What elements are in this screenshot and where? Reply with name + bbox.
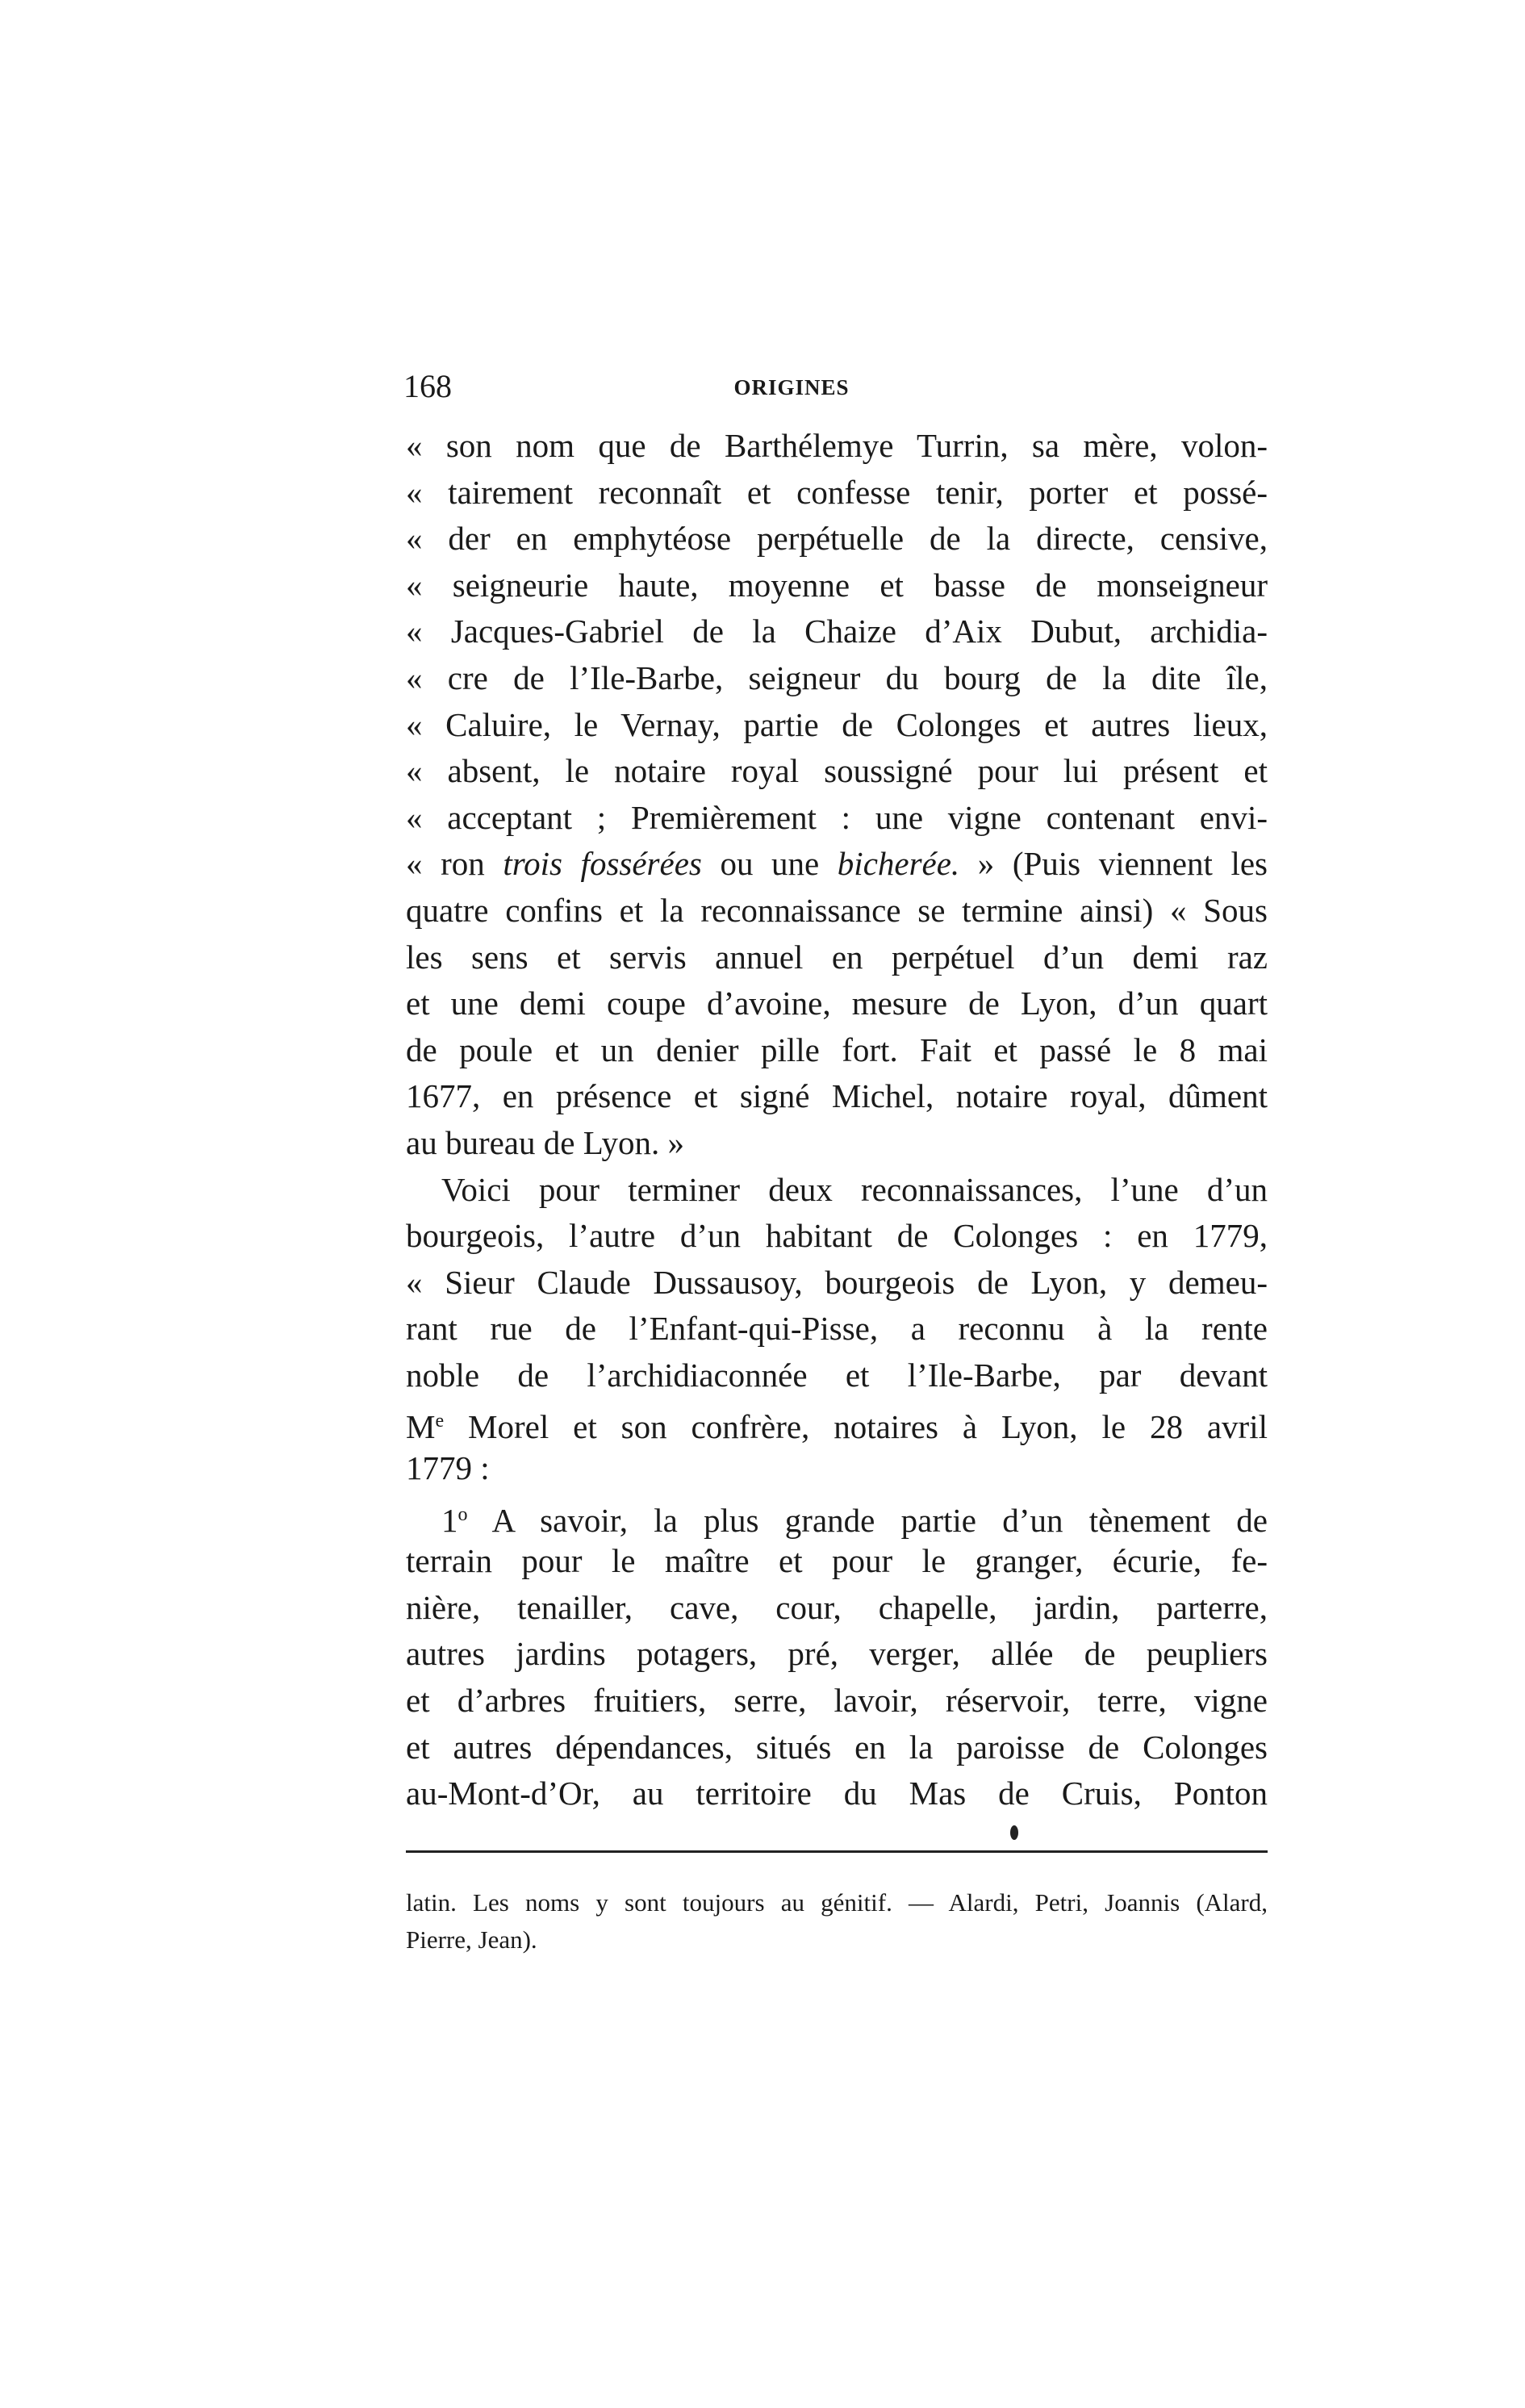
text-line — [406, 748, 1268, 795]
text-line — [406, 1678, 1268, 1724]
text-segment: autres jardins potagers, pré, verger, allée de peupliers — [406, 1635, 1268, 1673]
text-line — [406, 1352, 1268, 1399]
text-line — [406, 980, 1268, 1027]
text-line — [406, 1538, 1268, 1585]
italic-text: trois fossérées — [503, 845, 702, 883]
text-segment: » (Puis viennent les — [959, 845, 1268, 883]
text-line — [406, 1306, 1268, 1352]
text-line — [406, 1770, 1268, 1817]
text-segment: au bureau de Lyon. » — [406, 1123, 684, 1161]
text-segment: de poule et un denier pille fort. Fait et passé le 8 mai — [406, 1031, 1268, 1068]
text-line — [406, 1073, 1268, 1120]
text-segment: « acceptant ; Premièrement : une vigne contenant envi- — [406, 798, 1268, 836]
text-segment: « son nom que de Barthélemye Turrin, sa mère, volon- — [406, 427, 1268, 464]
text-segment: 1779 : — [406, 1449, 490, 1487]
text-segment: 1677, en présence et signé Michel, notaire royal, dûment — [406, 1077, 1268, 1115]
text-segment: 1 — [441, 1501, 458, 1539]
body-text — [406, 423, 1268, 1817]
footnote — [406, 1884, 1268, 1959]
text-line — [406, 702, 1268, 749]
text-line — [406, 1445, 1268, 1492]
text-segment: rant rue de l’Enfant-qui-Pisse, a reconnu à la rente — [406, 1310, 1268, 1348]
text-segment: « ron — [406, 845, 503, 883]
text-segment: « absent, le notaire royal soussigné pour lui présent et — [406, 752, 1268, 790]
text-line — [406, 1585, 1268, 1632]
text-segment: Morel et son confrère, notaires à Lyon, le 28 avril — [444, 1408, 1268, 1446]
text-line — [406, 1213, 1268, 1260]
text-segment: et d’arbres fruitiers, serre, lavoir, réservoir, terre, vigne — [406, 1682, 1268, 1720]
text-segment: Voici pour terminer deux reconnaissances, l’une d’un — [441, 1170, 1268, 1208]
page-number: 168 — [403, 368, 452, 404]
text-line — [406, 841, 1268, 888]
text-segment: et une demi coupe d’avoine, mesure de Lyon, d’un quart — [406, 985, 1268, 1022]
text-line — [406, 516, 1268, 562]
text-line — [406, 1724, 1268, 1771]
superscript: e — [435, 1411, 445, 1432]
text-segment: « cre de l’Ile-Barbe, seigneur du bourg de la dite île, — [406, 658, 1268, 696]
text-line — [406, 608, 1268, 655]
text-segment: les sens et servis annuel en perpétuel d’un demi raz — [406, 938, 1268, 976]
footnote-mark — [1010, 1825, 1018, 1840]
running-title: ORIGINES — [733, 375, 850, 399]
text-segment: M — [406, 1408, 436, 1446]
text-segment: « Sieur Claude Dussausoy, bourgeois de Lyon, y demeu- — [406, 1263, 1268, 1301]
text-line — [406, 562, 1268, 609]
text-segment: terrain pour le maître et pour le granger, écurie, fe- — [406, 1542, 1268, 1580]
text-segment: « der en emphytéose perpétuelle de la directe, censive, — [406, 520, 1268, 558]
text-line — [406, 1260, 1268, 1306]
text-segment: A savoir, la plus grande partie d’un tènement de — [467, 1501, 1268, 1539]
text-line — [406, 795, 1268, 842]
text-segment: au-Mont-d’Or, au territoire du Mas de Cruis, Ponton — [406, 1775, 1268, 1812]
text-line — [406, 470, 1268, 516]
footnote-line: latin. Les noms y sont toujours au génitif. — Alardi, Petri, Joannis (Alard, — [406, 1888, 1268, 1917]
text-segment: nière, tenailler, cave, cour, chapelle, jardin, parterre, — [406, 1588, 1268, 1626]
italic-text: bicherée. — [837, 845, 960, 883]
text-segment: bourgeois, l’autre d’un habitant de Colonges : en 1779, — [406, 1217, 1268, 1255]
text-segment: « Caluire, le Vernay, partie de Colonges et autres lieux, — [406, 705, 1268, 743]
text-line — [406, 1167, 1268, 1214]
text-line — [406, 655, 1268, 702]
text-line — [406, 1492, 1268, 1539]
text-line — [406, 1631, 1268, 1678]
text-line — [406, 934, 1268, 981]
text-line — [406, 1398, 1268, 1445]
text-line — [406, 888, 1268, 934]
text-segment: « seigneurie haute, moyenne et basse de monseigneur — [406, 566, 1268, 604]
text-segment: et autres dépendances, situés en la paroisse de Colonges — [406, 1728, 1268, 1766]
text-line — [406, 1120, 1268, 1167]
footnote-divider — [406, 1850, 1268, 1853]
text-segment: « tairement reconnaît et confesse tenir, porter et possé- — [406, 473, 1268, 511]
footnote-line: Pierre, Jean). — [406, 1925, 537, 1954]
superscript: o — [458, 1503, 468, 1525]
text-segment: noble de l’archidiaconnée et l’Ile-Barbe, par devant — [406, 1356, 1268, 1394]
text-segment: ou une — [701, 845, 838, 883]
text-segment: « Jacques-Gabriel de la Chaize d’Aix Dubut, archidia- — [406, 612, 1268, 650]
text-segment: quatre confins et la reconnaissance se termine ainsi) « Sous — [406, 891, 1268, 929]
text-line — [406, 423, 1268, 470]
text-line — [406, 1027, 1268, 1074]
